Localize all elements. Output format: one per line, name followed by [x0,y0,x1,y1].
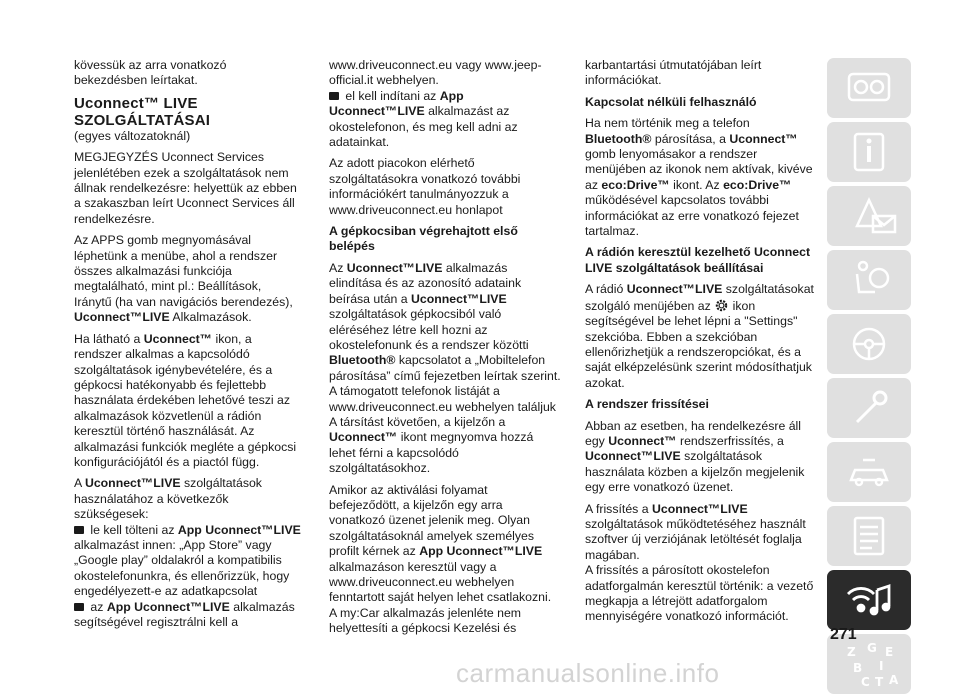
gear-icon [714,298,729,313]
bullet-icon [74,603,84,611]
paragraph: A társítást követően, a kijelzőn a Uconnect™ ikont megnyomva hozzá lehet férni a kapcsolódó szolgáltatásokhoz. [329,414,534,476]
steering-wheel-icon [827,314,911,374]
bullet-icon [74,526,84,534]
chapter-tab[interactable] [827,186,911,246]
paragraph: Ha nem történik meg a telefon Bluetooth® párosítása, a Uconnect™ gomb lenyomásakor a rendszer menüjében az ikonok nem aktívak, kivéve az eco:Drive™ ikont. Az eco:Drive™ működésével kapcsolatos további információkat az erre vonatkozó fejezet tartalmaz. [585,116,813,239]
paragraph: A rádió Uconnect™LIVE szolgáltatásokat szolgáló menüjében az ikon segítségével be lehet lépni a "Settings" szekcióba. Ebben a szekcióban ellenőrizhetjük a rendszeropciókat, és a saját elképzelésünk szerint módosíthatjuk azokat. [585,282,814,390]
text-column-2 [329,58,561,643]
chapter-tab[interactable] [827,58,911,118]
chapter-tab[interactable] [827,506,911,566]
airbag-seat-icon [827,250,911,310]
subsection-heading: A gépkocsiban végrehajtott első belépés [329,224,518,254]
page-number: 271 [830,626,857,643]
car-dashboard-icon [827,58,911,118]
paragraph: karbantartási útmutatójában leírt információkat. [585,58,762,88]
bullet-item: el kell indítani az App Uconnect™LIVE alkalmazást az okostelefonon, és meg kell adni az adatainkat. [329,88,518,150]
paragraph: Az adott piacokon elérhető szolgáltatásokra vonatkozó további információkért tanulmányozzuk a www.driveuconnect.eu honlapot [329,156,521,217]
text-column-1 [74,58,302,630]
wrench-icon [827,378,911,438]
subsection-heading: A rádión keresztül kezelhető Uconnect LIVE szolgáltatások beállításai [585,245,811,275]
tool-car-icon [827,442,911,502]
chapter-tab[interactable] [827,250,911,310]
index-letter: E [885,645,894,659]
index-letter: G [867,641,877,655]
index-letter: C [861,675,870,689]
index-letter: A [889,673,899,687]
chapter-tab[interactable] [827,314,911,374]
subsection-heading: A rendszer frissítései [585,397,709,412]
paragraph: Ha látható a Uconnect™ ikon, a rendszer alkalmas a kapcsolódó szolgáltatások igénybevételére, és a gépkocsi hatékonyabb és fejlettebb használata érdekében lehetővé teszi az alkalmazások közvetlenül a rádión keresztül történő használását. Az alkalmazási funkciók megléte a gépkocsi konfigurációjától és a piactól függ. [74,331,297,469]
subsection-heading: Kapcsolat nélküli felhasználó [585,94,757,109]
paragraph: Abban az esetben, ha rendelkezésre áll egy Uconnect™ rendszerfrissítés, a Uconnect™LIVE szolgáltatások használata közben a kijelzőn megjelenik egy erre vonatkozó üzenet. [585,418,805,495]
paragraph: A frissítés a Uconnect™LIVE szolgáltatások működtetéséhez használt szoftver új verziójának letöltését foglalja magában. [585,501,806,562]
paragraph: www.driveuconnect.eu vagy www.jeep-official.it webhelyen. [329,58,542,88]
warning-mail-icon [827,186,911,246]
index-letter: I [879,659,884,673]
bullet-item: az App Uconnect™LIVE alkalmazás segítségével regisztrálni kell a [74,599,295,629]
index-letter: T [875,675,884,689]
chapter-tab[interactable] [827,122,911,182]
subtitle: (egyes változatoknál) [74,128,191,143]
multimedia-icon [827,570,911,630]
index-letter: Z [847,645,856,659]
heading-line-1: Uconnect™ LIVE [74,94,198,112]
paragraph: A Uconnect™LIVE szolgáltatások használatához a következők szükségesek: [74,476,262,522]
checklist-icon [827,506,911,566]
heading-line-2: SZOLGÁLTATÁSAI [74,111,211,129]
paragraph: Az Uconnect™LIVE alkalmazás elindítása és az azonosító adataink beírása után a Uconnect™LIVE szolgáltatások gépkocsiból való eléréséhez létre kell hozni az okostelefonunk és a rendszer közötti Bluetooth® kapcsolatot a „Mobiltelefon párosítása” című fejezetben leírtak szerint. [329,260,561,383]
index-letter: B [853,661,863,675]
paragraph: A támogatott telefonok listáját a www.driveuconnect.eu webhelyen találjuk [329,384,556,414]
section-heading [74,95,302,129]
chapter-tab[interactable] [827,378,911,438]
paragraph: kövessük az arra vonatkozó bekezdésben leírtakat. [74,58,227,88]
chapter-tabs [827,58,911,698]
note-paragraph: MEGJEGYZÉS Uconnect Services jelenlétében ezek a szolgáltatások nem állnak rendelkezésre: helyettük az ebben a szakaszban leírt Uconnect Services áll rendelkezésre. [74,150,297,226]
info-icon [827,122,911,182]
watermark: carmanualsonline.info [456,658,720,688]
bullet-icon [329,92,339,100]
bullet-item: le kell tölteni az App Uconnect™LIVE alkalmazást innen: „App Store” vagy „Google play” oldalakról a kompatibilis okostelefonunkra, és ellenőrizzük, hogy engedélyezett-e az adatkapcsolat [74,522,301,599]
chapter-tab-active[interactable] [827,570,911,630]
text-column-3 [585,58,817,631]
paragraph: Az APPS gomb megnyomásával léphetünk a menübe, ahol a rendszer összes alkalmazási funkciója megtalálható, mint pl.: Beállítások, Iránytű (ha van navigációs berendezés), Uconnect™LIVE Alkalmazások. [74,233,293,325]
paragraph: A frissítés a párosított okostelefon adatforgalmán keresztül történik: a vezető megkapja a létrejött adatforgalom mennyiségére vonatkozó információt. [585,563,814,624]
paragraph: Amikor az aktiválási folyamat befejeződött, a kijelzőn egy arra vonatkozó üzenet jelenik meg. Olyan szolgáltatásoknál amelyek személyes profilt kérnek az App Uconnect™LIVE alkalmazáson keresztül vagy a www.driveuconnect.eu webhelyen fenntartott saját helyen lehet csatlakozni. A my:Car alkalmazás jelenléte nem helyettesíti a gépkocsi Kezelési és [329,482,552,636]
chapter-tab[interactable] [827,442,911,502]
